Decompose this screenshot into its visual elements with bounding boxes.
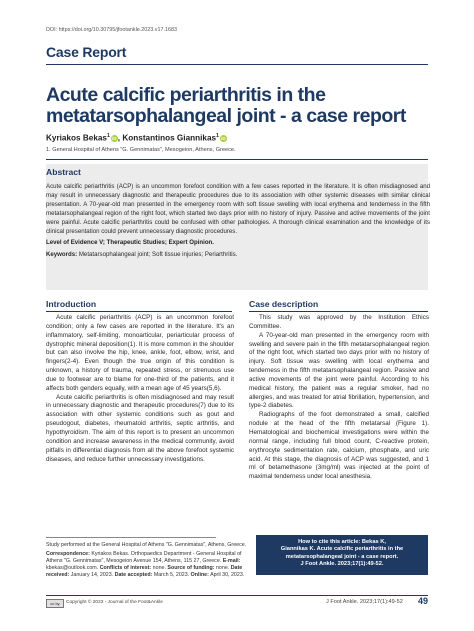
footnote-block bbox=[46, 542, 256, 579]
introduction-body bbox=[46, 314, 234, 464]
doi-line[interactable]: DOI: https://doi.org/10.30795/jfootankle.2023.v17.1683 bbox=[46, 27, 177, 33]
orcid-icon[interactable]: iD bbox=[112, 136, 117, 142]
creative-commons-icon[interactable]: cc by bbox=[46, 599, 64, 608]
citation-line: Giannikas K. Acute calcific periarthritis in the bbox=[280, 546, 404, 553]
study-note: Study performed at the General Hospital of Athens "G. Gennimatas", Athens, Greece. bbox=[46, 542, 247, 548]
paragraph: A 70-year-old man presented in the emergency room with swelling and severe pain in the fifth metatarsophalangeal region of the right foot, which started two days prior with no history of injury. Soft tissue was swelling with local erythema and tenderness in the fifth metatarsophalangeal region. Passive and active movements of the joint were painful. According to his medical history, the patient was a regular smoker, had no allergies, and was treated for atrial fibrillation, hypertension, and type-2 diabetes. bbox=[249, 331, 429, 410]
citation-line: How to cite this article: Bekas K, bbox=[298, 539, 386, 545]
footer-divider bbox=[46, 595, 428, 596]
received-label: Date received: bbox=[46, 565, 243, 578]
conflicts-label: Conflicts of interest: bbox=[99, 565, 152, 571]
affiliation: 1. General Hospital of Athens "G. Gennimatas", Mesogeion, Athens, Greece. bbox=[46, 147, 236, 153]
keywords-text: Metatarsophalangeal joint; Soft tissue injuries; Periarthritis. bbox=[78, 251, 238, 258]
article-title bbox=[46, 85, 436, 127]
received-value: January 14, 2023. bbox=[70, 572, 114, 578]
journal-reference: J Foot Ankle. 2023;17(1):49-52 bbox=[326, 599, 403, 605]
correspondence bbox=[46, 551, 256, 579]
paragraph: This study was approved by the Institution Ethics Committee. bbox=[249, 314, 429, 330]
copyright: Copyright © 2023 - Journal of the Foot&Ankle bbox=[66, 600, 163, 605]
email-label: E-mail: bbox=[222, 558, 241, 564]
header-divider bbox=[46, 64, 428, 65]
online-value: April 30, 2023. bbox=[210, 572, 245, 578]
abstract-heading: Abstract bbox=[46, 167, 81, 177]
case-description-body bbox=[249, 314, 429, 482]
title-line-1: Acute calcific periarthritis in the bbox=[46, 84, 326, 106]
abstract-text: Acute calcific periarthritis (ACP) is an uncommon forefoot condition with a few cases reported in the literature. It is often misdiagnosed and may result in unnecessary diagnostic and therapeutic procedures due to its association with other systemic diseases with similar clinical presentation. A 70-year-old man presented in the emergency room with soft tissue swelling with local erythema and tenderness in the fifth metatarsophalangeal region of the right foot, which started two days prior with no history of injury. Passive and active movements of the joint were painful. Acute calcific periarthritis could be confused with other pathologies. A thorough clinical examination and the knowledge of its clinical presentation could prevent unnecessary diagnostic procedures. bbox=[46, 183, 430, 235]
page-number: 49 bbox=[418, 596, 429, 606]
online-label: Online: bbox=[190, 572, 209, 578]
author-name: Konstantinos Giannikas bbox=[122, 133, 217, 143]
introduction-divider bbox=[46, 311, 232, 312]
title-divider bbox=[46, 159, 428, 160]
citation-line: J Foot Ankle. 2023;17(1):49-52. bbox=[300, 561, 384, 568]
author-affiliation-mark: 1 bbox=[107, 133, 110, 139]
paragraph: Radiographs of the foot demonstrated a small, calcified nodule at the head of the fifth metatarsal (Figure 1). Hematological and biochemical investigations were within the normal range, including full blood count, C-reactive protein, erythrocyte sedimentation rate, calcium, phosphate, and uric acid. At this stage, the diagnosis of ACP was suggested, and 1 ml of betamethasone (3mg/ml) was injected at the point of maximal tenderness under local anesthesia. bbox=[249, 411, 429, 481]
funding-label: Source of funding: bbox=[167, 565, 215, 571]
footnote-divider bbox=[46, 537, 216, 538]
orcid-icon[interactable]: iD bbox=[221, 136, 226, 142]
correspondence-text: Kyriakos Bekas. Orthopaedics Department - General Hospital of Athens "G. Gennimatas", Mesogeion Avenue 154, Athens, 115 27, Greece. bbox=[46, 551, 242, 564]
citation-text bbox=[262, 539, 422, 569]
author-affiliation-mark: 1 bbox=[216, 133, 219, 139]
funding-value: none. bbox=[215, 565, 230, 571]
paragraph: Acute calcific periarthritis is often misdiagnosed and may result in unnecessary diagnostic and therapeutic procedures(7) due to its association with other systemic conditions such as gout and pseudogout, diabetes, rheumatoid arthritis, septic arthritis, and hypothyroidism. The aim of this report is to present an uncommon condition and increase awareness in the medical community, avoid pitfalls in differential diagnosis from all the above forefoot systemic diseases, and reduce further unnecessary investigations. bbox=[46, 393, 234, 463]
case-description-divider bbox=[249, 311, 428, 312]
paragraph: Acute calcific periarthritis (ACP) is an uncommon forefoot condition; only a few cases are reported in the literature. It's an inflammatory, self-limiting, monoarticular, periarticular process of dystrophic mineral deposition(1). It is more common in the shoulder but can also involve the hip, knee, ankle, foot, elbow, wrist, and fingers(2-4). Even though the true origin of this condition is unknown, a history of trauma, repeated stress, or strenuous use due to footwear are to blame for one-third of the patients, and it affects both genders equally, with a mean age of 45 years(5,6). bbox=[46, 314, 234, 392]
introduction-heading: Introduction bbox=[46, 299, 97, 309]
keywords-label: Keywords: bbox=[46, 251, 78, 258]
level-of-evidence: Level of Evidence V; Therapeutic Studies; Expert Opinion. bbox=[46, 239, 214, 246]
case-description-heading: Case description bbox=[249, 299, 319, 309]
keywords bbox=[46, 251, 237, 258]
accepted-label: Date accepted: bbox=[114, 572, 153, 578]
conflicts-value: none. bbox=[152, 565, 166, 571]
author-list: Kyriakos Bekas$^1$ iD, Konstantinos Giannikas$^1$ iD bbox=[46, 133, 226, 143]
accepted-value: March 5, 2023. bbox=[153, 572, 190, 578]
citation-line: metatarsophalangeal joint - a case report. bbox=[285, 553, 399, 560]
section-label: Case Report bbox=[46, 44, 127, 60]
author-name: Kyriakos Bekas bbox=[46, 133, 107, 143]
title-line-2: metatarsophalangeal joint - a case report bbox=[46, 105, 406, 127]
correspondence-label: Correspondence: bbox=[46, 551, 90, 557]
email-link[interactable]: kbekas@outlook.com. bbox=[46, 565, 99, 571]
